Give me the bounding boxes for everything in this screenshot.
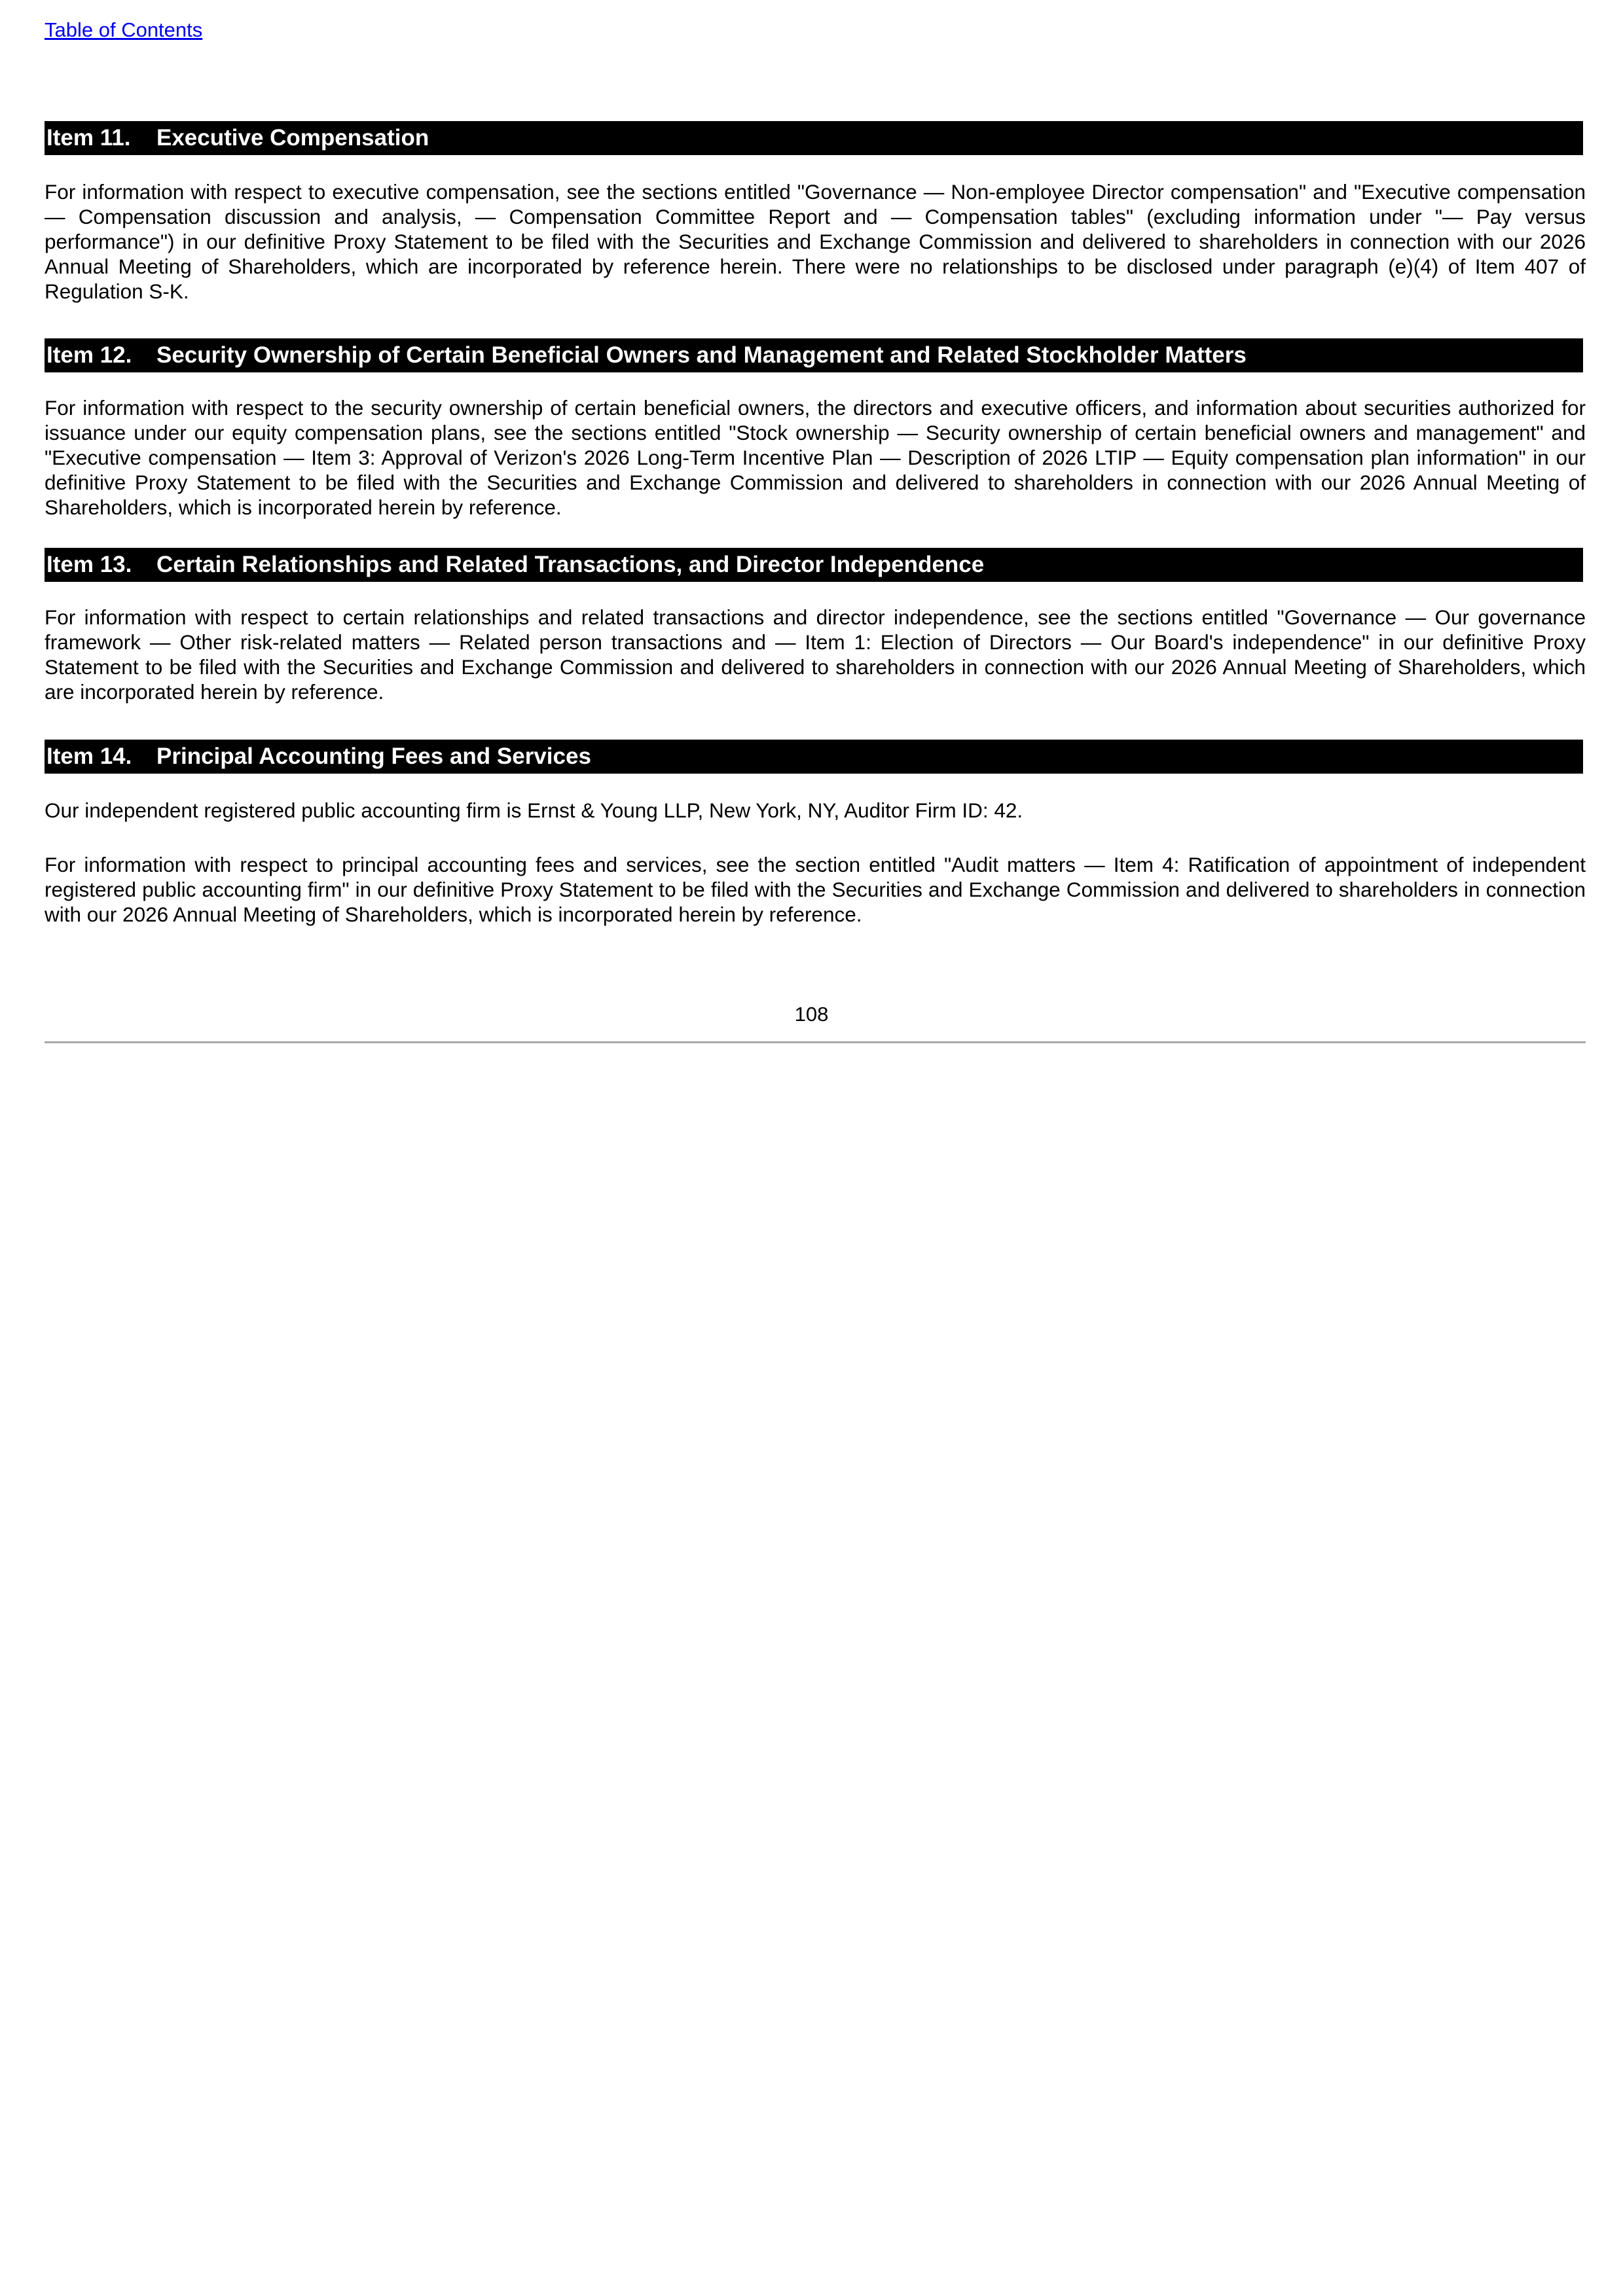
page-divider	[45, 1041, 1586, 1043]
item-11-title: Executive Compensation	[156, 125, 429, 151]
item-12-paragraph: For information with respect to the security ownership of certain beneficial owners, the directors and executive officers, and information about securities authorized for issuance under our equity compensation plans, see the sections entitled "Stock ownership — Security ownership of certain beneficial owners and management" and "Executive compensation — Item 3: Approval of Verizon's 2026 Long-Term Incentive Plan — Description of 2026 LTIP — Equity compensation plan information" in our definitive Proxy Statement to be filed with the Securities and Exchange Commission and delivered to shareholders in connection with our 2026 Annual Meeting of Shareholders, which is incorporated herein by reference.	[45, 396, 1586, 519]
item-11-heading	[45, 121, 1583, 155]
item-13-heading	[45, 548, 1583, 582]
item-14-heading	[45, 740, 1583, 774]
item-12-number: Item 12.	[46, 342, 132, 368]
item-14-title: Principal Accounting Fees and Services	[156, 744, 591, 769]
item-14-paragraph: For information with respect to principal accounting fees and services, see the section entitled "Audit matters — Item 4: Ratification of appointment of independent registered public accounting firm" in our definitive Proxy Statement to be filed with the Securities and Exchange Commission and delivered to shareholders in connection with our 2026 Annual Meeting of Shareholders, which is incorporated herein by reference.	[45, 853, 1586, 926]
item-13-title: Certain Relationships and Related Transactions, and Director Independence	[156, 552, 985, 577]
item-13-paragraph: For information with respect to certain relationships and related transactions and director independence, see the sections entitled "Governance — Our governance framework — Other risk-related matters — Related person transactions and — Item 1: Election of Directors — Our Board's independence" in our definitive Proxy Statement to be filed with the Securities and Exchange Commission and delivered to shareholders in connection with our 2026 Annual Meeting of Shareholders, which are incorporated herein by reference.	[45, 605, 1586, 704]
page-number: 108	[794, 1003, 829, 1026]
item-14-number: Item 14.	[46, 744, 132, 769]
item-13-number: Item 13.	[46, 552, 132, 577]
item-14-auditor-paragraph: Our independent registered public accounting firm is Ernst & Young LLP, New York, NY, Auditor Firm ID: 42.	[45, 798, 1023, 822]
table-of-contents-link[interactable]: Table of Contents	[45, 18, 203, 41]
item-11-paragraph: For information with respect to executive compensation, see the sections entitled "Governance — Non-employee Director compensation" and "Executive compensation — Compensation discussion and analysis, — Compensation Committee Report and — Compensation tables" (excluding information under "— Pay versus performance") in our definitive Proxy Statement to be filed with the Securities and Exchange Commission and delivered to shareholders in connection with our 2026 Annual Meeting of Shareholders, which are incorporated by reference herein. There were no relationships to be disclosed under paragraph (e)(4) of Item 407 of Regulation S-K.	[45, 180, 1586, 303]
item-11-number: Item 11.	[46, 125, 131, 151]
item-12-title: Security Ownership of Certain Beneficial Owners and Management and Related Stockholder Matters	[156, 342, 1247, 368]
item-12-heading	[45, 338, 1583, 372]
